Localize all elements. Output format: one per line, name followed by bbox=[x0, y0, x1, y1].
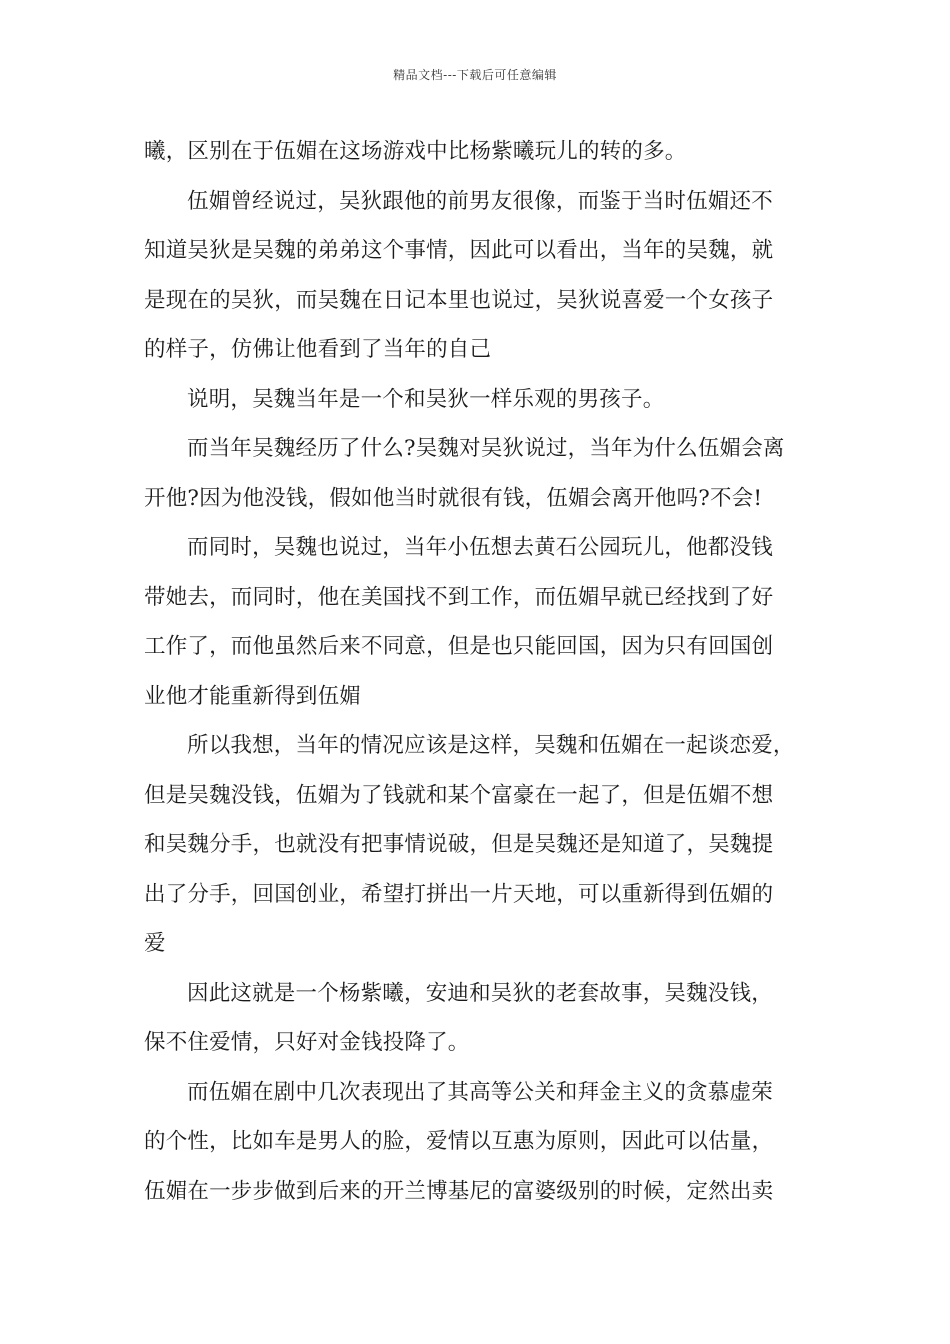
text-line: 业他才能重新得到伍媚 bbox=[144, 683, 362, 709]
text-line: 是现在的吴狄，而吴魏在日记本里也说过，吴狄说喜爱一个女孩子 bbox=[144, 287, 774, 313]
text-line: 保不住爱情，只好对金钱投降了。 bbox=[144, 1030, 470, 1055]
text-line: 因此这就是一个杨紫曦，安迪和吴狄的老套故事，吴魏没钱， bbox=[187, 980, 773, 1006]
text-line: 的样子，仿佛让他看到了当年的自己 bbox=[144, 337, 492, 362]
text-line: 而同时，吴魏也说过，当年小伍想去黄石公园玩儿，他都没钱 bbox=[187, 535, 773, 560]
text-line: 的个性，比如车是男人的脸，爱情以互惠为原则，因此可以估量， bbox=[144, 1129, 774, 1154]
text-line: 说明，吴魏当年是一个和吴狄一样乐观的男孩子。 bbox=[187, 386, 665, 412]
text-line: 伍媚在一步步做到后来的开兰博基尼的富婆级别的时候，定然出卖 bbox=[144, 1178, 774, 1204]
text-line: 带她去，而同时，他在美国找不到工作，而伍媚早就已经找到了好 bbox=[144, 584, 774, 610]
text-line: 出了分手，回国创业，希望打拼出一片天地，可以重新得到伍媚的 bbox=[144, 881, 774, 907]
text-line: 而当年吴魏经历了什么?吴魏对吴狄说过，当年为什么伍媚会离 bbox=[187, 436, 785, 461]
page-header: 精品文档---下载后可任意编辑 bbox=[393, 68, 557, 82]
text-line: 而伍媚在剧中几次表现出了其高等公关和拜金主义的贪慕虚荣 bbox=[187, 1079, 773, 1105]
text-line: 和吴魏分手，也就没有把事情说破，但是吴魏还是知道了，吴魏提 bbox=[144, 832, 774, 857]
text-line: 曦，区别在于伍媚在这场游戏中比杨紫曦玩儿的转的多。 bbox=[144, 139, 687, 164]
text-line: 知道吴狄是吴魏的弟弟这个事情，因此可以看出，当年的吴魏，就 bbox=[144, 238, 774, 263]
text-line: 工作了，而他虽然后来不同意，但是也只能回国，因为只有回国创 bbox=[144, 634, 774, 659]
text-line: 但是吴魏没钱，伍媚为了钱就和某个富豪在一起了，但是伍媚不想 bbox=[144, 782, 774, 808]
text-line: 爱 bbox=[144, 931, 166, 956]
text-line: 开他?因为他没钱，假如他当时就很有钱，伍媚会离开他吗?不会! bbox=[144, 485, 763, 511]
text-line: 所以我想，当年的情况应该是这样，吴魏和伍媚在一起谈恋爱， bbox=[187, 733, 795, 758]
text-line: 伍媚曾经说过，吴狄跟他的前男友很像，而鉴于当时伍媚还不 bbox=[187, 188, 773, 214]
document-body bbox=[144, 127, 824, 1216]
